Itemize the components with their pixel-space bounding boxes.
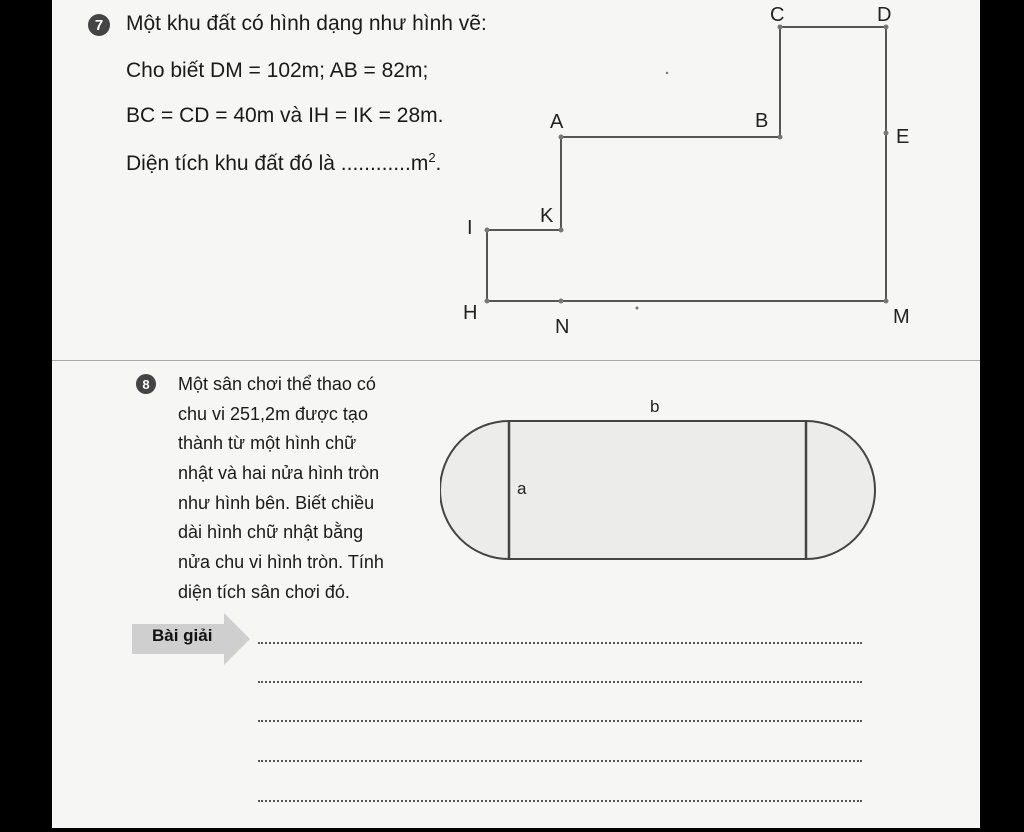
answer-line-5[interactable] <box>258 800 862 802</box>
answer-line-2[interactable] <box>258 681 862 683</box>
answer-line-1[interactable] <box>258 642 862 644</box>
label-b: b <box>650 397 660 416</box>
point-m <box>884 299 889 304</box>
land-plot-outline <box>487 27 886 301</box>
problem7-number-badge: 7 <box>88 14 110 36</box>
point-h <box>485 299 490 304</box>
worksheet-page <box>52 0 980 832</box>
point-e <box>884 131 889 136</box>
label-m: M <box>893 306 910 328</box>
point-b <box>778 135 783 140</box>
problem8-line-3: thành từ một hình chữ <box>178 433 357 453</box>
unit: m <box>410 152 429 175</box>
problem7-line-2: Cho biết DM = 102m; AB = 82m; <box>126 59 429 82</box>
problem8-line-5: như hình bên. Biết chiều <box>178 493 375 513</box>
problem7-line-3: BC = CD = 40m và IH = IK = 28m. <box>126 104 444 127</box>
answer-line-3[interactable] <box>258 720 862 722</box>
playground-figure <box>440 392 880 572</box>
label-i: I <box>467 217 473 239</box>
problem8-line-8: diện tích sân chơi đó. <box>178 582 350 602</box>
problem8-line-4: nhật và hai nửa hình tròn <box>178 463 380 483</box>
question-prefix: Diện tích khu đất đó là ............ <box>126 152 411 175</box>
point-i <box>485 228 490 233</box>
label-a: A <box>550 111 564 133</box>
problem8-line-2: chu vi 251,2m được tạo <box>178 404 368 424</box>
answer-line-4[interactable] <box>258 760 862 762</box>
problem8-number-badge: 8 <box>136 374 156 394</box>
problem8-line-6: dài hình chữ nhật bằng <box>178 522 364 542</box>
label-d: D <box>877 4 892 26</box>
label-k: K <box>540 205 554 227</box>
point-a <box>559 135 564 140</box>
bottom-edge <box>52 828 980 832</box>
point-n <box>559 299 564 304</box>
question-end: . <box>435 152 442 175</box>
stray-dot <box>636 307 639 310</box>
problem8-line-7: nửa chu vi hình tròn. Tính <box>178 552 384 572</box>
label-b: B <box>755 110 769 132</box>
label-e: E <box>896 126 910 148</box>
answer-label: Bài giải <box>152 626 213 645</box>
label-a: a <box>517 479 527 498</box>
label-h: H <box>463 302 478 324</box>
label-c: C <box>770 4 785 26</box>
land-plot-figure <box>52 0 980 360</box>
playground-outline <box>440 421 875 559</box>
problem7-line-1: Một khu đất có hình dạng như hình vẽ: <box>126 12 487 35</box>
stray-dot <box>666 72 668 74</box>
unit-exponent: 2 <box>428 150 436 165</box>
label-n: N <box>555 316 570 338</box>
section-divider <box>52 360 980 361</box>
problem8-line-1: Một sân chơi thể thao có <box>178 374 376 394</box>
point-k <box>559 228 564 233</box>
